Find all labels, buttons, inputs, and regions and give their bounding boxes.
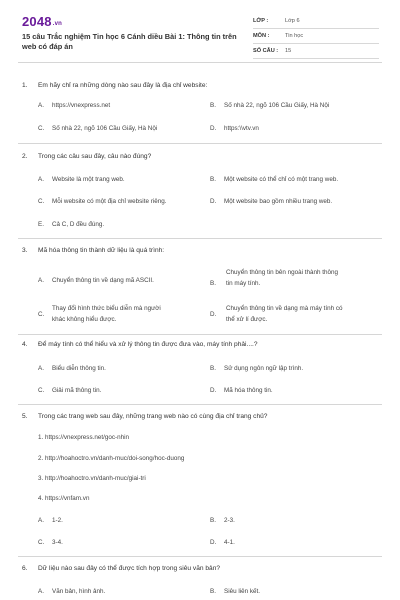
option-key: A. — [38, 517, 44, 524]
option-text: Chuyển thông tin về dạng mã ASCII. — [52, 277, 154, 284]
question-number: 6. — [22, 565, 28, 572]
option-text: 2-3. — [224, 517, 235, 524]
question-number: 3. — [22, 247, 28, 254]
option-key: C. — [38, 198, 45, 205]
option-key: A. — [38, 176, 44, 183]
option-text: 1-2. — [52, 517, 63, 524]
option-key: C. — [38, 311, 45, 318]
question-5 — [22, 413, 267, 420]
option-text: 3-4. — [52, 539, 63, 546]
divider — [18, 404, 382, 405]
option-text: Số nhà 22, ngõ 106 Cầu Giấy, Hà Nội — [224, 102, 330, 109]
meta-row-count — [253, 44, 379, 59]
option-key: B. — [210, 280, 216, 287]
option-text: Mỗi website có một địa chỉ website riêng. — [52, 198, 167, 205]
divider — [18, 238, 382, 239]
option-3d[interactable] — [210, 305, 380, 328]
option-text: Cả C, D đều đúng. — [52, 221, 105, 228]
meta-value: 15 — [285, 48, 292, 54]
logo-domain-text: .vn — [52, 21, 63, 27]
option-text: Mã hóa thông tin. — [224, 387, 273, 394]
option-text: Website là một trang web. — [52, 176, 125, 183]
question-text: Mã hóa thông tin thành dữ liệu là quá trình: — [38, 247, 165, 254]
option-text: Một website có thể chỉ có một trang web. — [224, 176, 339, 183]
option-text: Một website bao gồm nhiều trang web. — [224, 198, 333, 205]
option-text: Siêu liên kết. — [224, 588, 261, 595]
option-text-line-1: Chuyển thông tin bên ngoài thành thông — [226, 269, 339, 276]
option-key: D. — [210, 198, 217, 205]
option-3c[interactable] — [38, 305, 208, 328]
question-text: Dữ liệu nào sau đây có thể được tích hợp trong siêu văn bản? — [38, 565, 221, 572]
divider — [18, 334, 382, 335]
option-key: E. — [38, 221, 44, 228]
url-line-1: 1. https://vnexpress.net/goc-nhin — [38, 434, 130, 441]
option-text: Số nhà 22, ngõ 106 Cầu Giấy, Hà Nội — [52, 125, 158, 132]
question-text: Để máy tính có thể hiểu và xử lý thông tin được đưa vào, máy tính phải....? — [38, 341, 258, 348]
option-text-line-2: thể xử lí được. — [226, 316, 268, 323]
question-2 — [22, 153, 151, 160]
option-key: D. — [210, 311, 217, 318]
question-number: 2. — [22, 153, 28, 160]
url-line-2: 2. http://hoahoctro.vn/danh-muc/doi-song/hoc-duong — [38, 455, 185, 462]
option-key: B. — [210, 588, 216, 595]
question-text: Trong các câu sau đây, câu nào đúng? — [38, 153, 152, 160]
question-text: Em hãy chỉ ra những dòng nào sau đây là địa chỉ website: — [38, 82, 208, 89]
option-key: A. — [38, 277, 44, 284]
logo-main-text: 2048 — [22, 14, 52, 29]
meta-table — [253, 14, 379, 59]
meta-label: SỐ CÂU : — [253, 48, 279, 54]
question-number: 5. — [22, 413, 28, 420]
option-key: C. — [38, 125, 45, 132]
option-key: B. — [210, 517, 216, 524]
meta-label: MÔN : — [253, 33, 270, 39]
divider — [18, 62, 382, 63]
option-text-line-1: Thay đổi hình thức biểu diễn mà người — [52, 305, 161, 312]
option-key: A. — [38, 365, 44, 372]
question-4 — [22, 341, 258, 348]
option-key: C. — [38, 387, 45, 394]
option-key: B. — [210, 102, 216, 109]
option-text: 4-1. — [224, 539, 235, 546]
page-title: 15 câu Trắc nghiệm Tin học 6 Cánh diều Bài 1: Thông tin trên web có đáp án — [22, 32, 237, 51]
option-text: https:\\vtv.vn — [224, 125, 259, 132]
meta-row-class — [253, 14, 379, 29]
option-text: Biểu diễn thông tin. — [52, 365, 106, 372]
option-text: Văn bản, hình ảnh. — [52, 588, 106, 595]
option-key: A. — [38, 102, 44, 109]
meta-value: Lớp 6 — [285, 18, 300, 24]
option-key: C. — [38, 539, 45, 546]
url-line-4: 4. https://vnfam.vn — [38, 495, 90, 502]
option-text-line-1: Chuyển thông tin về dạng mà máy tính có — [226, 305, 343, 312]
option-key: D. — [210, 387, 217, 394]
question-1 — [22, 82, 207, 89]
option-text: Sử dụng ngôn ngữ lập trình. — [224, 365, 304, 372]
option-text: https://vnexpress.net — [52, 102, 111, 109]
question-number: 1. — [22, 82, 28, 89]
question-3 — [22, 247, 164, 254]
option-text-line-2: tin máy tính. — [226, 280, 261, 287]
divider — [18, 143, 382, 144]
url-line-3: 3. http://hoahoctro.vn/danh-muc/giai-tri — [38, 475, 146, 482]
option-key: B. — [210, 176, 216, 183]
divider — [18, 556, 382, 557]
site-logo[interactable] — [22, 14, 62, 29]
question-6 — [22, 565, 220, 572]
question-number: 4. — [22, 341, 28, 348]
option-text: Giải mã thông tin. — [52, 387, 102, 394]
meta-value: Tin học — [285, 33, 304, 39]
meta-label: LỚP : — [253, 18, 269, 24]
option-3b[interactable] — [210, 269, 380, 293]
option-key: D. — [210, 125, 217, 132]
option-text-line-2: khác không hiểu được. — [52, 316, 117, 323]
option-key: B. — [210, 365, 216, 372]
option-key: A. — [38, 588, 44, 595]
meta-row-subject — [253, 29, 379, 44]
option-key: D. — [210, 539, 217, 546]
question-text: Trong các trang web sau đây, những trang web nào có cùng địa chỉ trang chủ? — [38, 413, 268, 420]
